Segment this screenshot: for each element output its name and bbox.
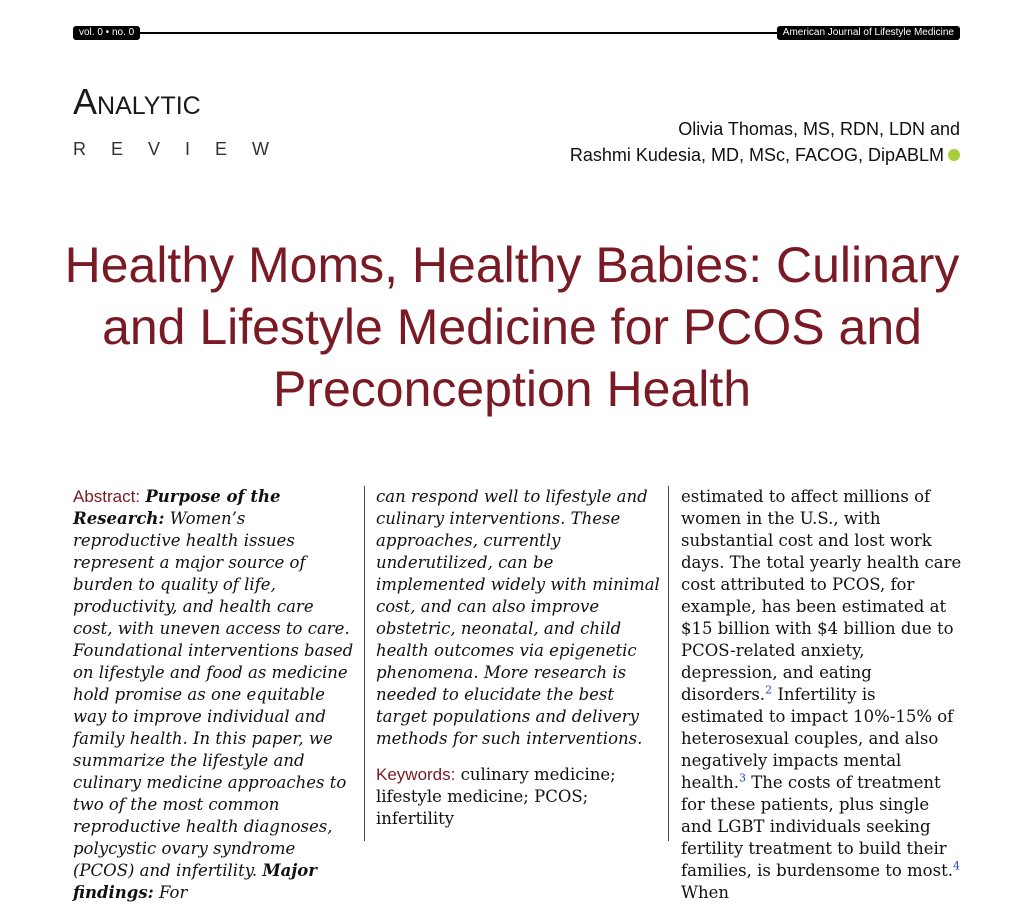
author-line-2 — [570, 142, 960, 168]
section-label: Analytic — [73, 81, 201, 122]
keywords-block — [376, 764, 660, 830]
findings-label: Major findings: — [73, 861, 317, 902]
body-text-3: The costs of treatment for these patients, plus single and LGBT individuals seeking fertility treatment to build their families, is burdensome to most. — [681, 773, 953, 880]
body-text-4: When — [681, 883, 729, 902]
abstract-column-2 — [376, 486, 660, 846]
keywords-text: culinary medicine; lifestyle medicine; PCOS; infertility — [376, 765, 616, 828]
abstract-continuation: can respond well to lifestyle and culinary interventions. These approaches, currently underutilized, can be implemented widely with minimal cost, and can also improve obstetric, neonatal, and child health outcomes via epigenetic phenomena. More research is needed to elucidate the best target populations and delivery methods for such interventions. — [376, 487, 660, 748]
reference-link[interactable]: 3 — [739, 771, 747, 785]
column-divider — [364, 486, 365, 841]
abstract-column-1 — [73, 486, 357, 902]
volume-label: vol. 0 • no. 0 — [73, 26, 140, 40]
reference-link[interactable]: 4 — [952, 859, 960, 873]
article-title: Healthy Moms, Healthy Babies: Culinary and Lifestyle Medicine for PCOS and Preconception Health — [64, 236, 960, 417]
reference-link[interactable]: 2 — [765, 683, 773, 697]
author-line-1: Olivia Thomas, MS, RDN, LDN and — [678, 119, 960, 139]
purpose-label: Purpose of the Research: — [73, 487, 281, 528]
author-block — [570, 116, 960, 168]
keywords-label: Keywords: — [376, 765, 456, 784]
section-sublabel: REVIEW — [73, 139, 295, 159]
journal-name: American Journal of Lifestyle Medicine — [777, 26, 960, 40]
body-column — [681, 486, 963, 902]
column-divider — [668, 486, 669, 841]
abstract-label: Abstract: — [73, 487, 141, 506]
body-text-1: estimated to affect millions of women in the U.S., with substantial cost and lost work days. The total yearly health care cost attributed to PCOS, for example, has been estimated at $15 billion with $4 billion due to PCOS-related anxiety, depression, and eating disorders. — [681, 487, 962, 704]
author-line-2-text: Rashmi Kudesia, MD, MSc, FACOG, DipABLM — [569, 145, 944, 165]
purpose-text: Women’s reproductive health issues represent a major source of burden to quality of life, productivity, and health care cost, with uneven access to care. Foundational interventions based on lifestyle and food as medicine hold promise as one equitable way to improve individual and family health. In this paper, we summarize the lifestyle and culinary medicine approaches to two of the most common reproductive health diagnoses, polycystic ovary syndrome (PCOS) and infertility. — [73, 509, 354, 880]
body-text-2: Infertility is estimated to impact 10%-15% of heterosexual couples, and also negatively impacts mental health. — [681, 685, 954, 792]
findings-lead: For — [158, 883, 188, 902]
orcid-icon[interactable] — [948, 149, 960, 161]
